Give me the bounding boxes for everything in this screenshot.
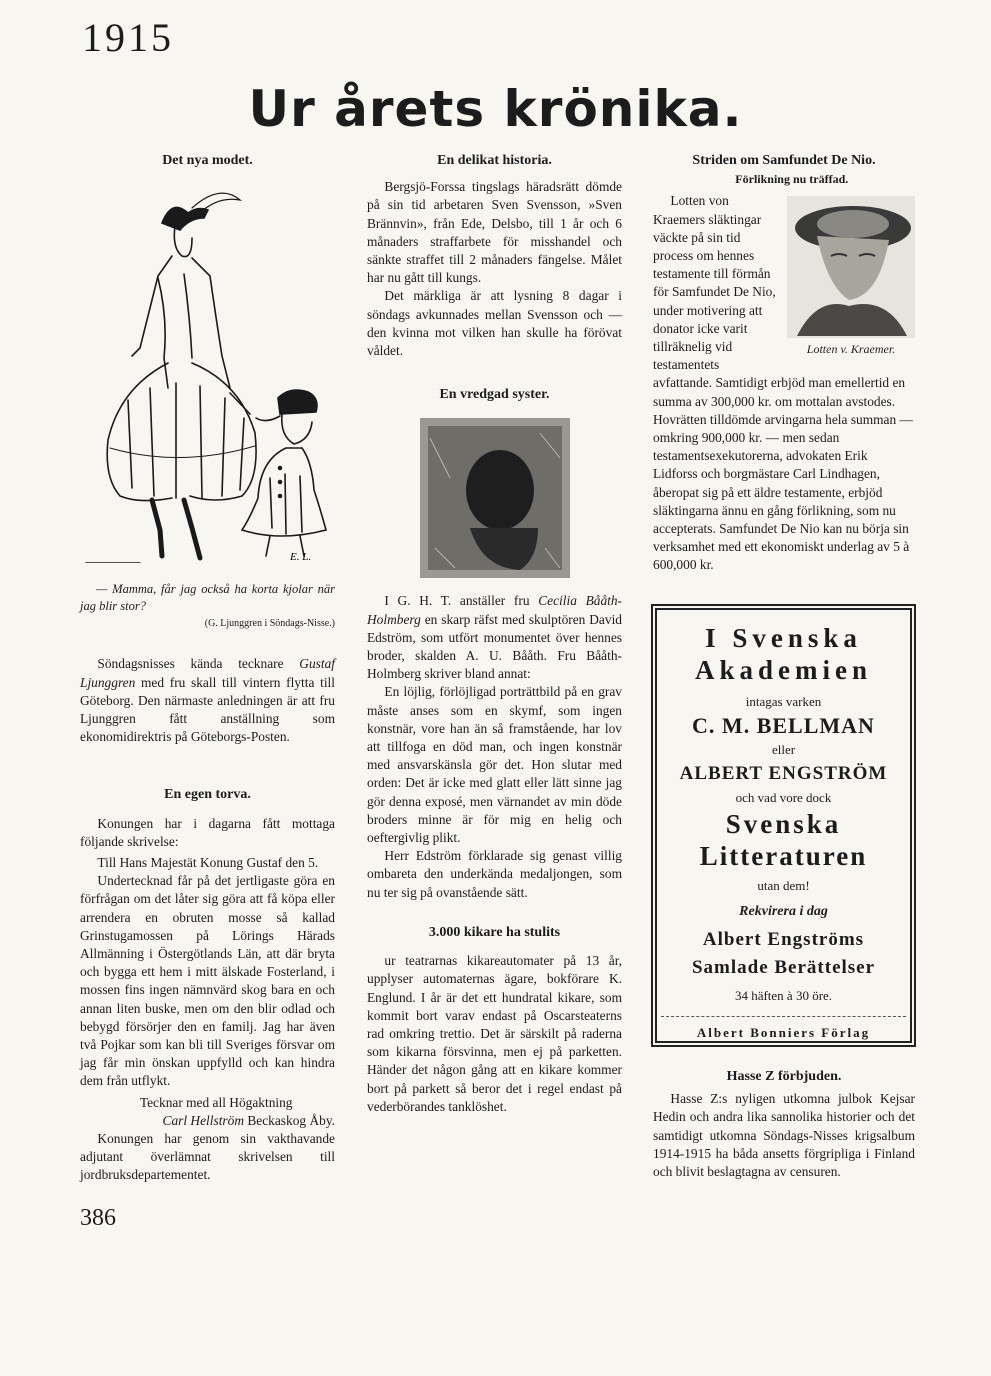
- medallion-photo: [420, 418, 570, 578]
- ad-line-publisher: Albert Bonniers Förlag: [696, 1025, 871, 1040]
- cartoon-signature: E. L.: [290, 551, 312, 564]
- paragraph: Konungen har genom sin vakthavande adjutant överlämnat skrivelsen till jordbruksdepartementet.: [80, 1131, 335, 1183]
- fashion-cartoon-illustration: [80, 178, 335, 563]
- column-3: [653, 152, 915, 575]
- heading-hasse-z: Hasse Z förbjuden.: [726, 1069, 842, 1084]
- signature-line: [80, 1112, 335, 1130]
- ad-line-engstrom: ALBERT ENGSTRÖM: [679, 763, 888, 784]
- portrait-photo: [787, 196, 915, 338]
- paragraph: Tecknar med all Högaktning: [139, 1094, 293, 1110]
- name-hellstrom: Carl Hellström: [162, 1112, 244, 1128]
- ad-line-intagas: intagas varken: [745, 694, 822, 709]
- text-span: en skarp räfst med skulptören David Edström, som utfört monumentet över hennes broder, skalden A. U. Bååth. Fru Bååth-Holmberg skriver bland annat:: [367, 611, 622, 682]
- paragraph: Hasse Z:s nyligen utkomna julbok Kejsar Hedin och andra lika sannolika historier och det samtidigt utkomna Söndags-Nisses krigsalbum 1914-1915 ha båda ansetts förgripliga i Finland och blivit beslagtagna av censuren.: [653, 1091, 915, 1180]
- paragraph: [367, 592, 622, 683]
- ad-line-bellman: C. M. BELLMAN: [692, 713, 875, 738]
- column-1: [80, 152, 335, 1185]
- portrait-caption: Lotten v. Kraemer.: [806, 342, 896, 357]
- column-2: [367, 152, 622, 1116]
- ad-line-haften: 34 häften à 30 öre.: [734, 988, 833, 1003]
- heading-kikare: 3.000 kikare ha stulits: [428, 924, 561, 940]
- cartoon-caption: — Mamma, får jag också ha korta kjolar när jag blir stor?: [80, 582, 335, 614]
- heading-det-nya-modet: Det nya modet.: [162, 153, 253, 168]
- paragraph: Det märkliga är att lysning 8 dagar i söndags avkunnades mellan Svensson och — den kvinna mot vilken han skulle ha förövat våldet.: [367, 288, 622, 359]
- paragraph: [80, 655, 335, 746]
- paragraph: Herr Edström förklarade sig genast villig ombareta den underkända medaljongen, som nu ter sig på ovanstående sätt.: [367, 848, 622, 900]
- paragraph: Lotten von Kraemers släktingar väckte på sin tid process om hennes testamente till förmån för Samfundet De Nio, under motivering att donator icke varit tillräknelig vid testamentets avfattande. Samtidigt erbjöd man emellertid en summa av 300,000 kr. om mottalan avstodes. Hovrätten tilldömde arvingarna hela summan — omkring 900,000 kr. — men sedan testamentsexekutorerna, advokaten Erik Lidforss och borgmästare Carl Lindhagen, åberopat sig på ett äldre testamente, erbjöd släktingarna ännu en gång förlikning, som nu accepterats. Samfundet De Nio kan nu börja sin verksamhet med ett ekonomiskt underlag av 5 à 600,000 kr.: [653, 193, 913, 573]
- subheading-forlikning: Förlikning nu träffad.: [735, 172, 849, 187]
- heading-en-vredgad-syster: En vredgad syster.: [439, 387, 550, 403]
- quote-paragraph: En löjlig, förlöjligad porträttbild på en grav måste anses som en skymf, som ingen konstnär, vore han än så framstående, har lov att tillfoga en död man, och ingen konstnär med ansvarskänsla gör det. Hon slutar med orden: Det är icke med glatt eller lätt sinne jag gör denna exposé, men värnandet av min döde broders minne är för mig en helig och oeftergivlig plikt.: [367, 684, 622, 846]
- text-span: Söndagsnisses kända tecknare: [97, 656, 300, 672]
- page-title: Ur årets krönika.: [248, 80, 743, 138]
- paragraph: Till Hans Majestät Konung Gustaf den 5.: [97, 855, 319, 871]
- ad-line-i-svenska: I Svenska: [705, 623, 862, 653]
- ad-line-samlade: Samlade Berättelser: [691, 957, 876, 978]
- ad-line-svenska: Svenska: [725, 809, 842, 839]
- ad-line-rekvirera: Rekvirera i dag: [739, 904, 828, 919]
- ad-divider: [661, 1016, 906, 1017]
- heading-en-delikat-historia: En delikat historia.: [437, 153, 552, 168]
- ad-line-utan-dem: utan dem!: [757, 878, 810, 893]
- year-heading: 1915: [82, 15, 174, 60]
- ad-line-litteraturen: Litteraturen: [699, 841, 868, 871]
- text-span: Beckaskog Åby.: [244, 1112, 335, 1128]
- name-baath-holmberg: Cecilia Bååth-Holmberg: [367, 593, 623, 627]
- paragraph: Bergsjö-Forssa tingslags häradsrätt dömde på sin tid arbetaren Sven Svensson, »Sven Brännvin», från Ede, Delsbo, till 1 år och 6 månaders straffarbete för misshandel och sänkte straffet till 2 månaders fängelse. Målet har nu gått till kungs.: [367, 179, 622, 286]
- page-number: 386: [80, 1205, 116, 1231]
- text-span: med fru skall till vintern flytta till Göteborg. Den närmaste anledningen är att fru Ljunggren fått anställning som ekonomidirektris på Göteborgs-Posten.: [80, 674, 335, 745]
- ad-line-albert-engstroms: Albert Engströms: [702, 929, 865, 950]
- ad-line-akademien: Akademien: [694, 655, 872, 685]
- ad-line-eller: eller: [771, 742, 796, 757]
- ad-line-och-vad: och vad vore dock: [735, 790, 832, 805]
- heading-en-egen-torva: En egen torva.: [164, 787, 251, 803]
- paragraph: ur teatrarnas kikareautomater på 13 år, upplyser automaternas ägare, bokförare K. Englund. I år är det ett hundratal kikare, som kommit bort varav endast på Oscarsteaterns rad omkring trettio. Det är särskilt på raderna som kikarna försvinna, men ej på parketten. Händer det någon gång att en kikare kommer bort på parkett så beror det i regel endast på vederbörandes tanklöshet.: [367, 953, 622, 1114]
- advertisement-box: [651, 604, 916, 1047]
- column-3-lower: [653, 1068, 915, 1181]
- portrait-block: [787, 196, 915, 358]
- letter-body: Undertecknad får på det jertligaste göra en förfrågan om det låter sig göra att få köpa eller arrendera en obruten mosse så kallad Grinstugamossen på Lörings Härads Allmänning i Östergötlands Län, att där bryta och bygga ett hem i mitt älskade Fosterland, i mossen fins ingen nämnvärd skog bara en och annan liten buske, men om den blir odlad och bebygd försörjer den en familj. Jag har även två Pojkar som kan bli till Sveriges försvar om jag får min önskan uppfylld och kan hindra dem från utflykt.: [80, 873, 335, 1089]
- paragraph: Konungen har i dagarna fått mottaga följande skrivelse:: [80, 815, 335, 849]
- cartoon-credit: (G. Ljunggren i Söndags-Nisse.): [204, 618, 335, 630]
- name-ljunggren: Gustaf Ljunggren: [80, 656, 335, 690]
- heading-samfundet-de-nio: Striden om Samfundet De Nio.: [692, 153, 876, 168]
- text-span: I G. H. T. anställer fru: [384, 593, 539, 609]
